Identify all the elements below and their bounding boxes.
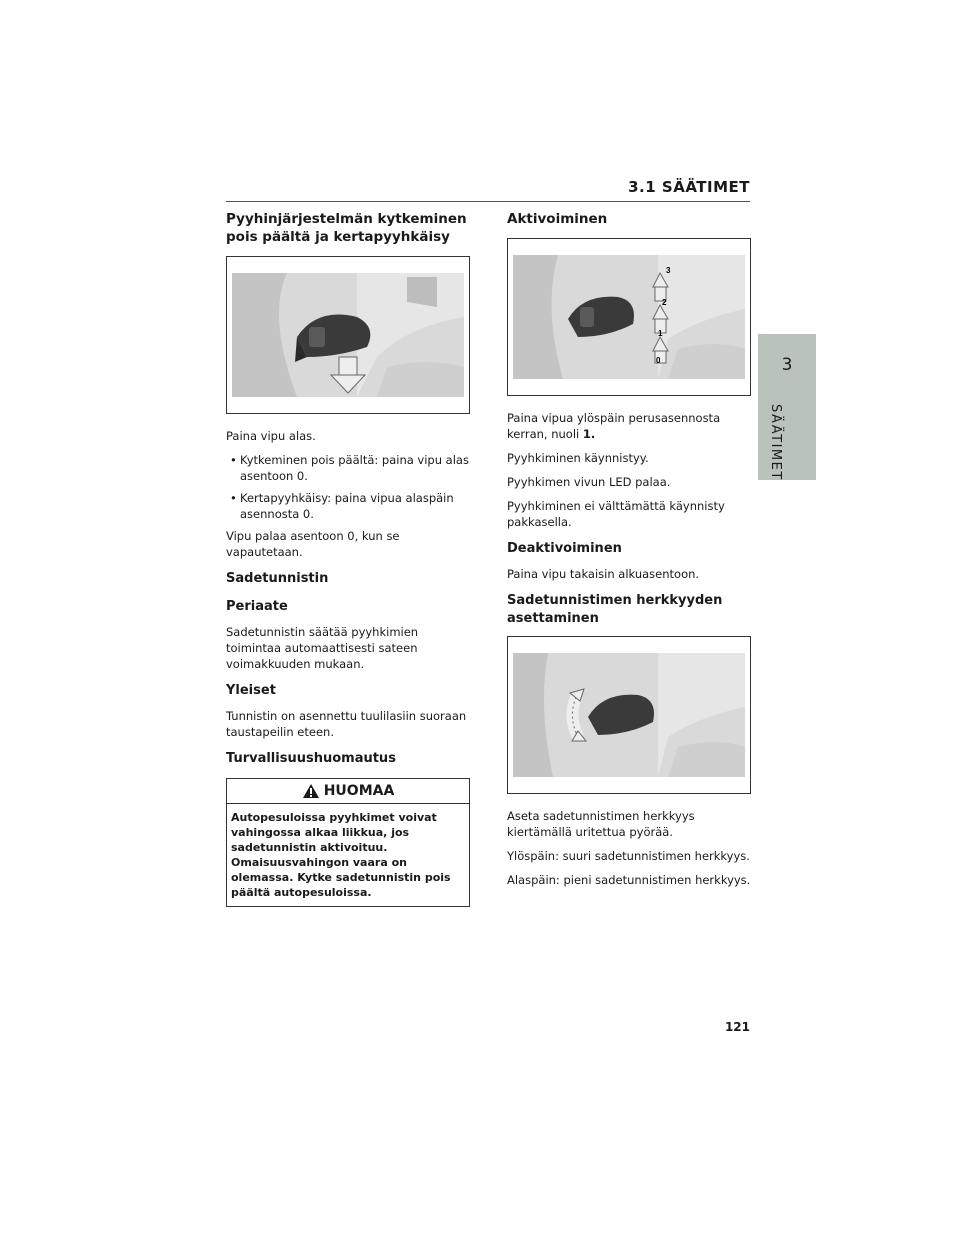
heading-sensor: Sadetunnistin bbox=[226, 571, 329, 586]
heading-principle: Periaate bbox=[226, 599, 288, 614]
warning-icon bbox=[302, 783, 320, 799]
page-number: 121 bbox=[724, 1020, 750, 1034]
heading-sensitivity: Sadetunnistimen herkkyyden asettaminen bbox=[507, 593, 723, 626]
heading-safety: Turvallisuushuomautus bbox=[226, 751, 396, 766]
heading-general: Yleiset bbox=[226, 683, 276, 698]
heading-deactivate: Deaktivoiminen bbox=[507, 541, 622, 556]
bullet-item: • Kytkeminen pois päältä: paina vipu alas asentoon 0. bbox=[226, 452, 470, 484]
paragraph: Tunnistin on asennettu tuulilasiin suoraan taustapeilin eteen. bbox=[226, 709, 467, 739]
notice-header bbox=[227, 779, 469, 804]
paragraph-text: Paina vipua ylöspäin perusasennosta kerran, nuoli bbox=[507, 411, 721, 441]
paragraph: Aseta sadetunnistimen herkkyys kiertämällä uritettua pyörää. bbox=[507, 809, 695, 839]
lever-down-illustration bbox=[227, 257, 469, 413]
heading-activate: Aktivoiminen bbox=[507, 211, 608, 227]
arrow-label-3: 3 bbox=[666, 266, 671, 275]
figure-thumbwheel bbox=[507, 636, 751, 794]
paragraph: Ylöspäin: suuri sadetunnistimen herkkyys. bbox=[507, 849, 750, 863]
arrow-ref: 1. bbox=[582, 427, 596, 441]
arrow-label-0: 0 bbox=[656, 356, 661, 365]
section-title: 3.1 SÄÄTIMET bbox=[628, 178, 750, 196]
thumbwheel-illustration bbox=[508, 637, 750, 793]
paragraph: Paina vipu takaisin alkuasentoon. bbox=[507, 567, 700, 581]
notice-text: Autopesuloissa pyyhkimet voivat vahingossa alkaa liikkua, jos sadetunnistin aktivoituu. Omaisuusvahingon vaara on olemassa. Kytke sadetunnistin pois päältä autopesuloissa. bbox=[231, 811, 451, 899]
paragraph bbox=[507, 410, 751, 442]
paragraph: Alaspäin: pieni sadetunnistimen herkkyys. bbox=[507, 873, 751, 887]
section-rule bbox=[226, 201, 750, 202]
notice-title: HUOMAA bbox=[323, 783, 395, 799]
heading-wiper-off: Pyyhinjärjestelmän kytkeminen pois päältä ja kertapyyhkäisy bbox=[226, 211, 467, 245]
right-column bbox=[507, 210, 751, 896]
figure-lever-down bbox=[226, 256, 470, 414]
chapter-number: 3 bbox=[781, 355, 793, 375]
arrow-label-1: 1 bbox=[658, 329, 663, 338]
lever-up-illustration bbox=[508, 239, 750, 395]
notice-box bbox=[226, 778, 470, 907]
chapter-tab bbox=[758, 334, 816, 396]
bullet-item: • Kertapyyhkäisy: paina vipua alaspäin asennosta 0. bbox=[226, 490, 470, 522]
bullet-list bbox=[226, 452, 470, 522]
chapter-side-bar bbox=[758, 396, 816, 480]
up-arrows-icon bbox=[653, 273, 668, 363]
paragraph: Vipu palaa asentoon 0, kun se vapautetaan. bbox=[226, 529, 400, 559]
paragraph: Paina vipu alas. bbox=[226, 429, 316, 443]
left-column bbox=[226, 210, 470, 907]
paragraph: Pyyhkiminen käynnistyy. bbox=[507, 451, 649, 465]
chapter-title-vertical: SÄÄTIMET bbox=[768, 404, 783, 481]
arrow-label-2: 2 bbox=[662, 298, 667, 307]
paragraph: Pyyhkimen vivun LED palaa. bbox=[507, 475, 671, 489]
paragraph: Sadetunnistin säätää pyyhkimien toimintaa automaattisesti sateen voimakkuuden mukaan. bbox=[226, 625, 419, 671]
figure-lever-up bbox=[507, 238, 751, 396]
paragraph: Pyyhkiminen ei välttämättä käynnisty pakkasella. bbox=[507, 499, 725, 529]
